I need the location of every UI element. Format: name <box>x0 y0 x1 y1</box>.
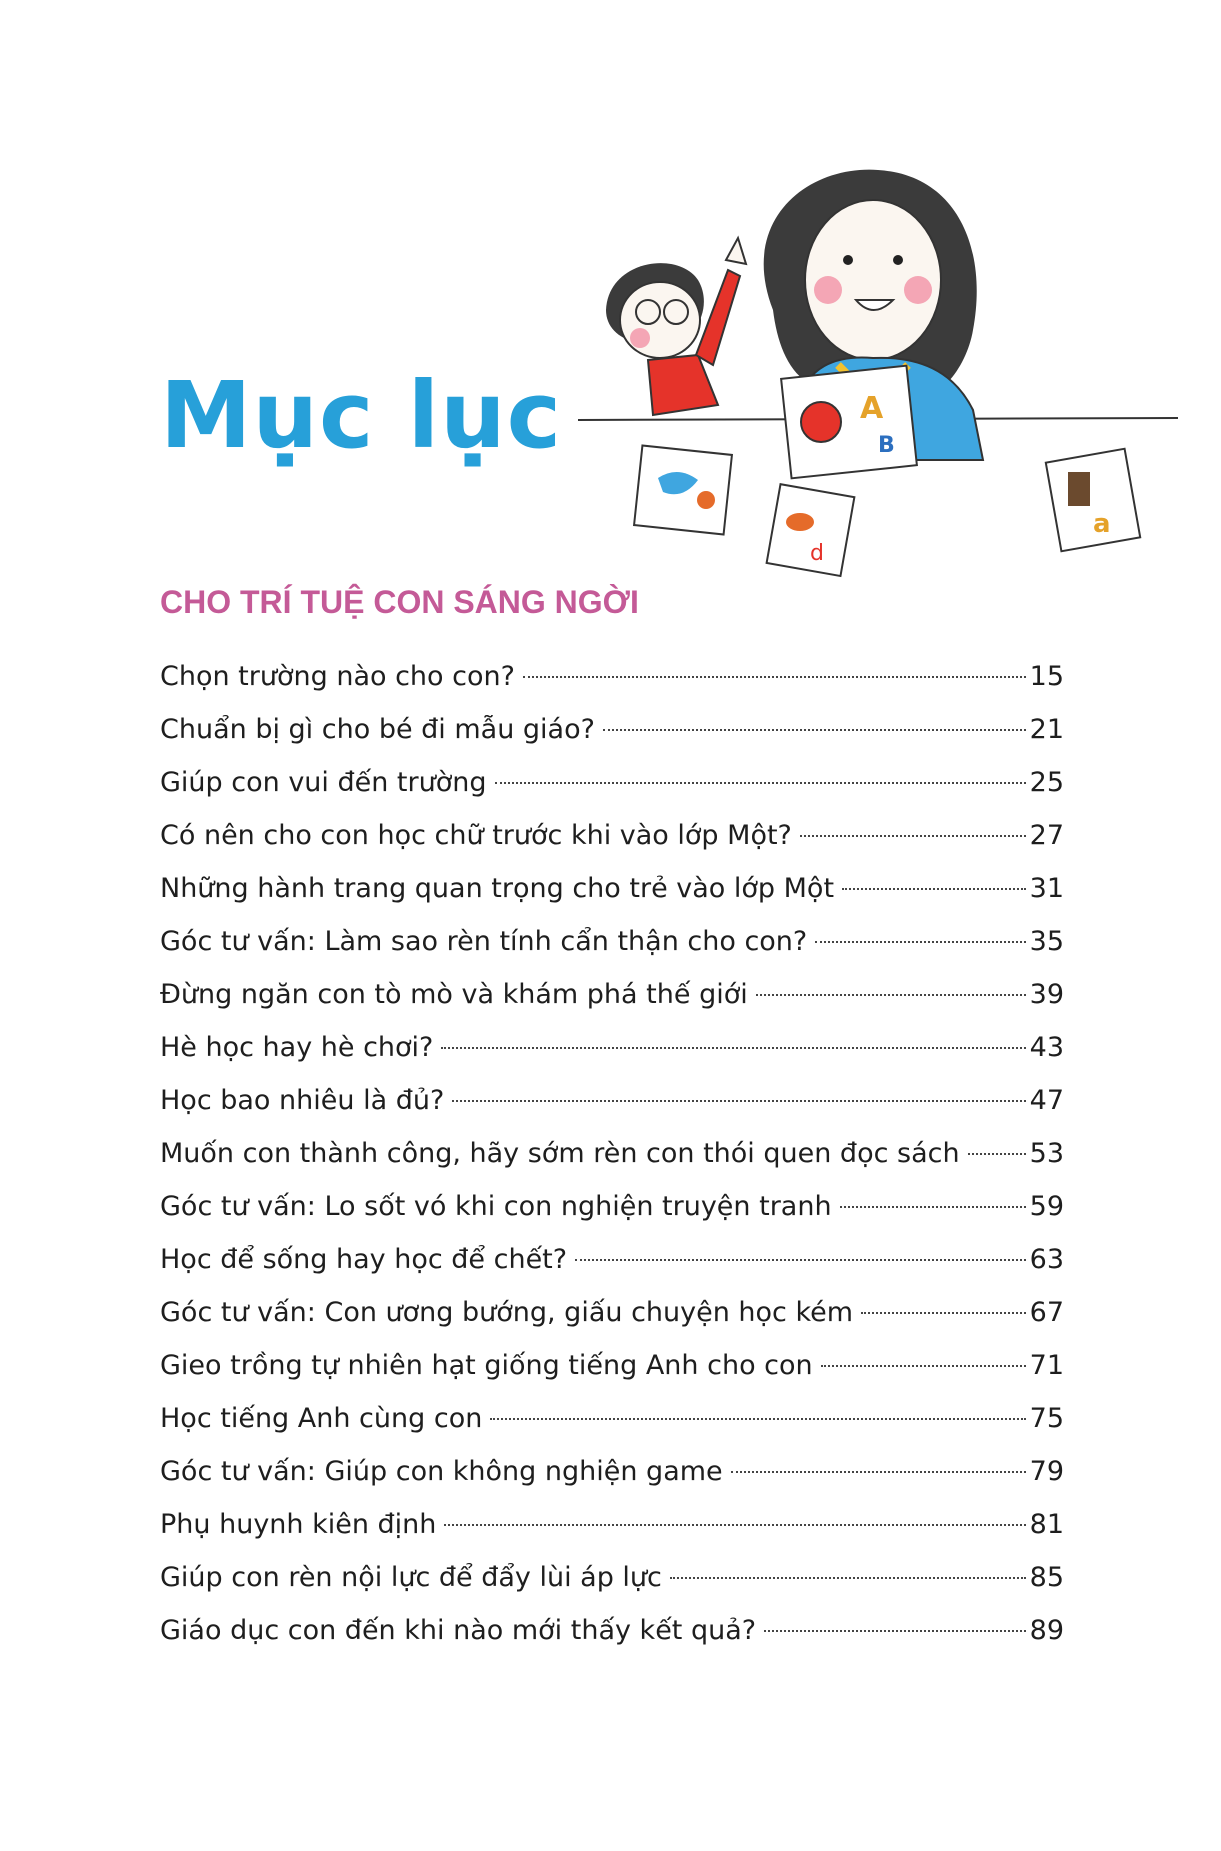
dot-leader <box>452 1100 1025 1102</box>
page-title: Mục lục <box>160 362 563 469</box>
dot-leader <box>764 1630 1026 1632</box>
card-letter: a <box>1093 509 1111 539</box>
toc-entry[interactable] <box>160 1392 1064 1445</box>
dot-leader <box>490 1418 1025 1420</box>
toc-entry[interactable] <box>160 1127 1064 1180</box>
child-face <box>620 282 700 358</box>
toc-entry-title: Gieo trồng tự nhiên hạt giống tiếng Anh cho con <box>160 1350 813 1381</box>
toc-entry-title: Giúp con rèn nội lực để đẩy lùi áp lực <box>160 1562 662 1593</box>
toc-entry-page: 31 <box>1029 873 1064 904</box>
child-shirt <box>648 355 718 415</box>
dot-leader <box>840 1206 1026 1208</box>
toc-entry-page: 43 <box>1029 1032 1064 1063</box>
toc-entry-title: Học tiếng Anh cùng con <box>160 1403 483 1434</box>
toc-entry[interactable] <box>160 968 1064 1021</box>
toc-entry-title: Góc tư vấn: Con ương bướng, giấu chuyện học kém <box>160 1297 854 1328</box>
dot-leader <box>523 676 1026 678</box>
dot-leader <box>731 1471 1026 1473</box>
toc-entry-page: 25 <box>1029 767 1064 798</box>
dot-leader <box>861 1312 1026 1314</box>
toc-entry-title: Học để sống hay học để chết? <box>160 1244 568 1275</box>
toc-entry-page: 21 <box>1029 714 1064 745</box>
dot-leader <box>842 888 1026 890</box>
dot-leader <box>968 1153 1026 1155</box>
dot-leader <box>670 1577 1026 1579</box>
card-letter: d <box>810 541 824 566</box>
dot-leader <box>800 835 1026 837</box>
dot-leader <box>441 1047 1025 1049</box>
toc-entry-title: Góc tư vấn: Lo sốt vó khi con nghiện truyện tranh <box>160 1191 832 1222</box>
toc-entry-title: Muốn con thành công, hãy sớm rèn con thói quen đọc sách <box>160 1138 960 1169</box>
toc-entry-title: Góc tư vấn: Giúp con không nghiện game <box>160 1456 723 1487</box>
toc-entry-title: Hè học hay hè chơi? <box>160 1032 434 1063</box>
toc-entry[interactable] <box>160 1021 1064 1074</box>
toc-entry[interactable] <box>160 1498 1064 1551</box>
mother-and-child-illustration <box>578 160 1190 600</box>
dot-leader <box>495 782 1026 784</box>
toc-entry-page: 67 <box>1029 1297 1064 1328</box>
toc-entry-page: 75 <box>1029 1403 1064 1434</box>
toc-entry-title: Góc tư vấn: Làm sao rèn tính cẩn thận cho con? <box>160 926 808 957</box>
toc-entry-page: 63 <box>1029 1244 1064 1275</box>
toc-entry-title: Chuẩn bị gì cho bé đi mẫu giáo? <box>160 714 595 745</box>
toc-entry[interactable] <box>160 915 1064 968</box>
toc-entry-title: Giúp con vui đến trường <box>160 767 487 798</box>
toc-entry-title: Học bao nhiêu là đủ? <box>160 1085 445 1116</box>
toc-entry-title: Có nên cho con học chữ trước khi vào lớp Một? <box>160 820 792 851</box>
toc-entry[interactable] <box>160 862 1064 915</box>
toc-entry-page: 27 <box>1029 820 1064 851</box>
toc-entry[interactable] <box>160 1233 1064 1286</box>
toc-entry-page: 85 <box>1029 1562 1064 1593</box>
toc-entry-page: 15 <box>1029 661 1064 692</box>
toc-entry-page: 35 <box>1029 926 1064 957</box>
toc-entry-page: 53 <box>1029 1138 1064 1169</box>
section-title: CHO TRÍ TUỆ CON SÁNG NGỜI <box>160 584 639 620</box>
toc-entry[interactable] <box>160 809 1064 862</box>
toc-entry-page: 59 <box>1029 1191 1064 1222</box>
toc-entry-title: Phụ huynh kiên định <box>160 1509 437 1540</box>
toc-entry[interactable] <box>160 1551 1064 1604</box>
toc-entry-title: Những hành trang quan trọng cho trẻ vào lớp Một <box>160 873 835 904</box>
toc-entry-page: 79 <box>1029 1456 1064 1487</box>
toc-entry-page: 89 <box>1029 1615 1064 1646</box>
toc-entry[interactable] <box>160 1180 1064 1233</box>
toc-entry[interactable] <box>160 1445 1064 1498</box>
toc-entry-title: Giáo dục con đến khi nào mới thấy kết quả? <box>160 1615 757 1646</box>
toc-entry-title: Chọn trường nào cho con? <box>160 661 515 692</box>
child-raised-arm <box>696 270 740 365</box>
toc-entry[interactable] <box>160 650 1064 703</box>
apple-drawing <box>801 402 841 442</box>
toc-entry[interactable] <box>160 1604 1064 1657</box>
toc-entry[interactable] <box>160 1074 1064 1127</box>
toc-entry-title: Đừng ngăn con tò mò và khám phá thế giới <box>160 979 748 1010</box>
dot-leader <box>444 1524 1025 1526</box>
table-of-contents <box>160 650 1064 1657</box>
toc-entry-page: 81 <box>1029 1509 1064 1540</box>
dot-leader <box>603 729 1026 731</box>
card-letter: B <box>878 433 895 458</box>
toc-entry[interactable] <box>160 1286 1064 1339</box>
toc-entry[interactable] <box>160 703 1064 756</box>
toc-entry-page: 47 <box>1029 1085 1064 1116</box>
toc-entry[interactable] <box>160 756 1064 809</box>
dot-leader <box>575 1259 1026 1261</box>
dot-leader <box>756 994 1026 996</box>
dot-leader <box>815 941 1025 943</box>
card-letter: A <box>860 391 884 426</box>
toc-entry[interactable] <box>160 1339 1064 1392</box>
toc-entry-page: 39 <box>1029 979 1064 1010</box>
toc-entry-page: 71 <box>1029 1350 1064 1381</box>
dot-leader <box>821 1365 1026 1367</box>
